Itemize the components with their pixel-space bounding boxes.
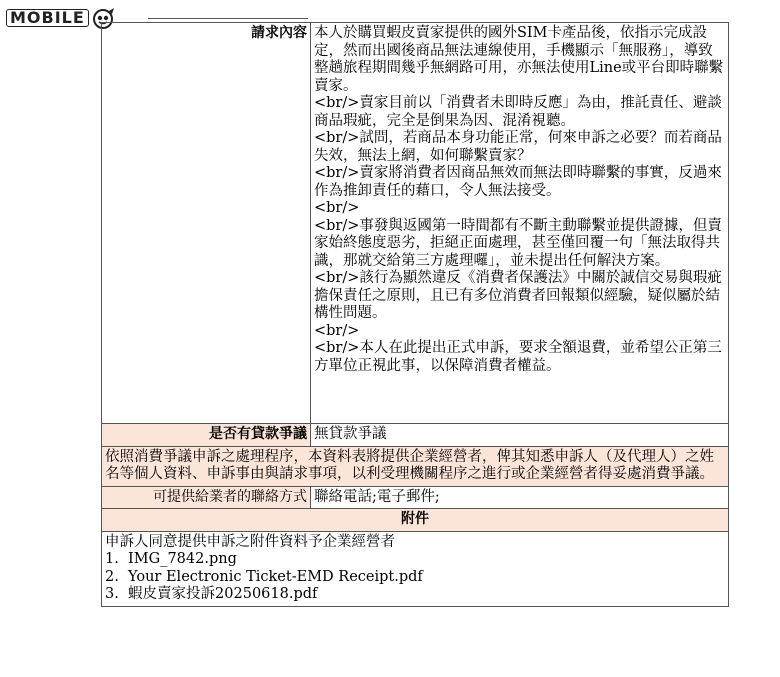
contact-label: 可提供給業者的聯絡方式: [102, 486, 311, 509]
header-divider: [148, 18, 308, 19]
attachment-file: 1. IMG_7842.png: [105, 551, 237, 567]
notice-row: [102, 446, 729, 486]
attachment-file: 3. 蝦皮賣家投訴20250618.pdf: [105, 586, 318, 602]
request-label: 請求內容: [102, 23, 311, 424]
request-content: [311, 23, 729, 424]
request-paragraph: <br/>: [314, 200, 360, 216]
attachments-header-row: [102, 509, 729, 532]
complaint-form-table: [101, 22, 729, 607]
attachments-list: [102, 531, 729, 606]
contact-row: [102, 486, 729, 509]
attachments-intro: 申訴人同意提供申訴之附件資料予企業經營者: [105, 533, 395, 550]
attachment-file: 2. Your Electronic Ticket-EMD Receipt.pdf: [105, 568, 423, 585]
privacy-notice: 依照消費爭議申訴之處理程序，本資料表將提供企業經營者，俾其知悉申訴人（及代理人）之姓名等個人資料、申訴事由與請求事項，以利受理機關程序之進行或企業經營者得妥處消費爭議。: [102, 446, 729, 486]
request-paragraph: <br/>事發與返國第一時間都有不斷主動聯繫並提供證據，但賣家始終態度惡劣，拒絕正面處理，甚至僅回覆一句「無法取得共識，那就交給第三方處理囉」，並未提出任何解決方案。: [314, 217, 722, 269]
request-paragraph: <br/>賣家將消費者因商品無效而無法即時聯繫的事實，反過來作為推卸責任的藉口，令人無法接受。: [314, 165, 722, 199]
attachments-row: [102, 531, 729, 606]
request-paragraph: <br/>本人在此提出正式申訴，要求全額退費，並希望公正第三方單位正視此事，以保障消費者權益。: [314, 340, 722, 374]
logo-text: MOBILE: [6, 9, 89, 27]
request-row: [102, 23, 729, 424]
request-paragraph: <br/>: [314, 322, 360, 339]
loan-row: [102, 424, 729, 447]
loan-label: 是否有貸款爭議: [102, 424, 311, 447]
request-paragraph: <br/>試問，若商品本身功能正常，何來申訴之必要？而若商品失效，無法上網，如何聯繫賣家？: [314, 130, 722, 164]
request-paragraph: 本人於購買蝦皮賣家提供的國外SIM卡產品後，依指示完成設定，然而出國後商品無法連線使用，手機顯示「無服務」，導致整趟旅程期間幾乎無網路可用，亦無法使用Line或平台即時聯繫賣家。: [314, 25, 724, 94]
request-paragraph: <br/>該行為顯然違反《消費者保護法》中關於誠信交易與瑕疵擔保責任之原則，且已有多位消費者回報類似經驗，疑似屬於結構性問題。: [314, 270, 722, 321]
contact-value: 聯絡電話;電子郵件;: [311, 486, 729, 509]
loan-value: 無貸款爭議: [311, 424, 729, 447]
request-paragraph: <br/>賣家目前以「消費者未即時反應」為由，推託責任、避談商品瑕疵，完全是倒果為因、混淆視聽。: [314, 95, 722, 129]
attachments-title: 附件: [102, 509, 729, 532]
